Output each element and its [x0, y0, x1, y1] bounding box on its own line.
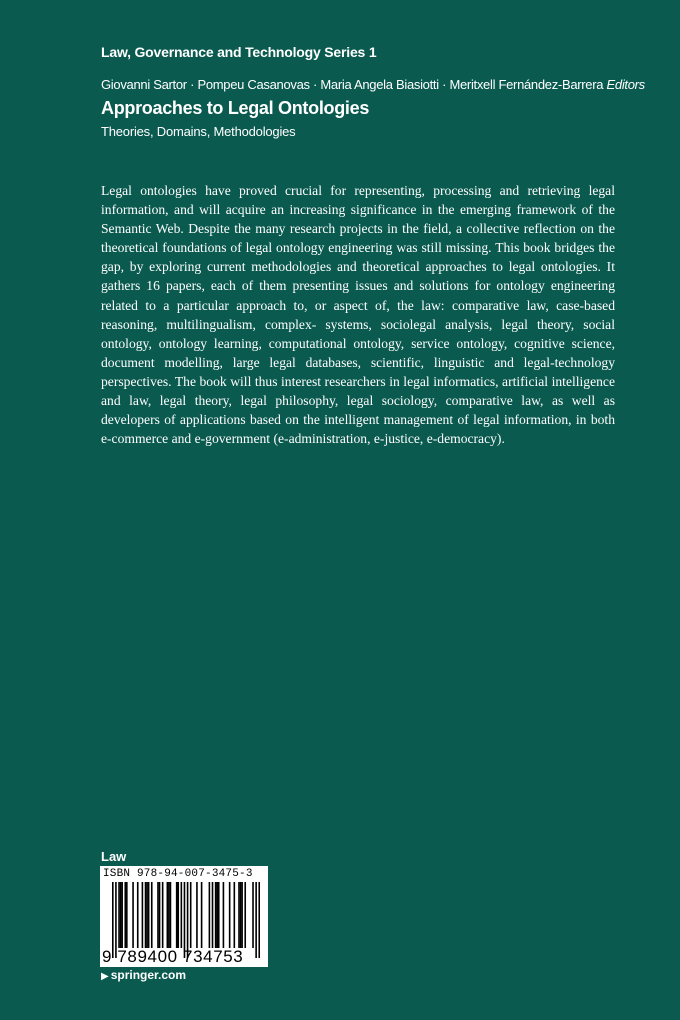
barcode-bar	[170, 882, 172, 948]
barcode-bar	[157, 882, 159, 948]
barcode-bar	[215, 882, 217, 948]
barcode-bar	[124, 882, 126, 948]
arrow-right-icon: ▶	[101, 971, 109, 982]
book-subtitle: Theories, Domains, Methodologies	[101, 124, 296, 139]
barcode-bar	[223, 882, 225, 948]
barcode-bar	[234, 882, 236, 948]
book-title: Approaches to Legal Ontologies	[101, 98, 370, 118]
barcode-bar	[151, 882, 153, 948]
barcode-bar	[190, 882, 192, 948]
barcode-bar	[146, 882, 148, 948]
barcode-bar	[196, 882, 198, 948]
barcode-bar	[120, 882, 122, 948]
barcode-bar	[201, 882, 203, 948]
barcode-bar	[255, 882, 257, 958]
barcode-bar	[121, 882, 123, 948]
ean-digits: 9 789400 734753	[102, 947, 244, 966]
barcode-bar	[252, 882, 254, 948]
barcode-bar	[132, 882, 134, 948]
barcode-bar	[240, 882, 242, 948]
publisher-website[interactable]	[101, 968, 186, 982]
barcode-bar	[209, 882, 211, 948]
barcode-bar	[176, 882, 178, 948]
barcode-bar	[137, 882, 139, 948]
barcode-bar	[212, 882, 214, 948]
barcode-bar	[244, 882, 246, 948]
barcode-bar	[241, 882, 243, 948]
barcode-bar	[218, 882, 220, 948]
category-label: Law	[101, 849, 127, 864]
barcode-bar	[177, 882, 179, 948]
book-description: Legal ontologies have proved crucial for representing, processing and retrieving legal information, and will acquire an increasing significance in the emerging framework of the Semantic Web. Despite the many research projects in the field, a collective reflection on the theoretical foundations of legal ontology engineering was still missing. This book bridges the gap, by exploring current methodologies and theoretical approaches to legal ontologies. It gathers 16 papers, each of them presenting issues and solutions for ontology engineering related to a particular approach to, or aspect of, the law: comparative law, case-based reasoning, multilingualism, complex- systems, sociolegal analysis, legal theory, social ontology, ontology learning, computational ontology, service ontology, cognitive science, document modelling, large legal databases, scientific, linguistic and legal-technology perspectives. The book will thus interest researchers in legal informatics, artificial intelligence and law, legal theory, legal philosophy, legal sociology, comparative law, as well as developers of applications based on the intelligent management of legal information, in both e-commerce and e-government (e-administration, e-justice, e-democracy).	[101, 183, 615, 447]
barcode-bar	[258, 882, 260, 958]
editors-line	[101, 77, 645, 92]
barcode-bar	[167, 882, 169, 948]
barcode-bar	[168, 882, 170, 948]
editors-role: Editors	[606, 77, 645, 92]
barcode-bar	[181, 882, 183, 948]
barcode-bar	[216, 882, 218, 948]
isbn-label: ISBN 978-94-007-3475-3	[103, 868, 253, 880]
barcode-bar	[145, 882, 147, 948]
barcode-bar	[159, 882, 161, 948]
barcode-bar	[126, 882, 128, 948]
isbn-barcode	[100, 866, 268, 967]
barcode-bar	[148, 882, 150, 948]
barcode-bar	[162, 882, 164, 948]
series-title: Law, Governance and Technology Series 1	[101, 44, 377, 60]
barcode-bar	[229, 882, 231, 948]
barcode-bar	[118, 882, 120, 948]
barcode-bar	[238, 882, 240, 948]
website-link[interactable]: springer.com	[110, 968, 187, 982]
barcode-bar	[142, 882, 144, 948]
editor-names: Giovanni Sartor · Pompeu Casanovas · Maria Angela Biasiotti · Meritxell Fernández-Barrera	[101, 77, 604, 92]
